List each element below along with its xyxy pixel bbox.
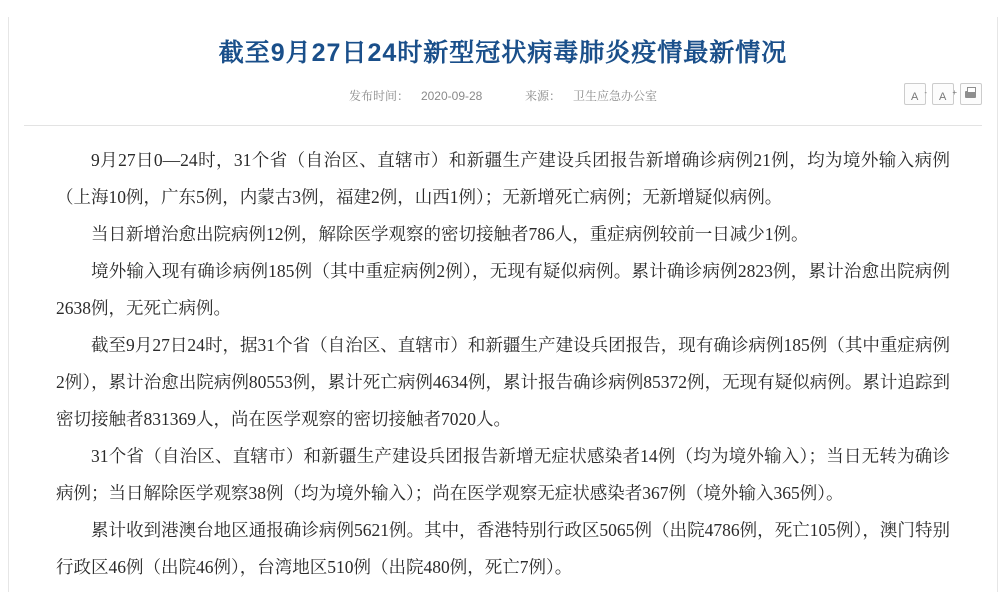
- paragraph: 当日新增治愈出院病例12例，解除医学观察的密切接触者786人，重症病例较前一日减少1例。: [91, 224, 809, 245]
- increase-font-button[interactable]: [932, 83, 958, 105]
- decrease-font-label: A: [911, 90, 919, 103]
- print-icon[interactable]: [960, 83, 982, 105]
- source-label: 来源：: [525, 89, 562, 104]
- increase-font-sign: +: [952, 88, 958, 98]
- paragraph: 境外输入现有确诊病例185例（其中重症病例2例），无现有疑似病例。累计确诊病例2823例，累计治愈出院病例2638例，无死亡病例。: [56, 261, 950, 319]
- article-body: [0, 126, 1006, 586]
- paragraph: 9月27日0—24时，31个省（自治区、直辖市）和新疆生产建设兵团报告新增确诊病例21例，均为境外输入病例（上海10例，广东5例，内蒙古3例，福建2例，山西1例）；无新增死亡病例；无新增疑似病例。: [56, 150, 950, 208]
- paragraph: 累计收到港澳台地区通报确诊病例5621例。其中，香港特别行政区5065例（出院4786例，死亡105例），澳门特别行政区46例（出院46例），台湾地区510例（出院480例，死亡7例）。: [56, 520, 950, 578]
- page-title: 截至9月27日24时新型冠状病毒肺炎疫情最新情况: [218, 38, 788, 67]
- document-page: [0, 17, 1006, 592]
- article-meta: [0, 87, 1006, 111]
- publish-time-value: 2020-09-28: [420, 89, 483, 104]
- increase-font-label: A: [939, 90, 947, 103]
- source-value: 卫生应急办公室: [573, 89, 658, 104]
- article-toolbar: [904, 83, 982, 105]
- paragraph: 31个省（自治区、直辖市）和新疆生产建设兵团报告新增无症状感染者14例（均为境外输入）；当日无转为确诊病例；当日解除医学观察38例（均为境外输入）；尚在医学观察无症状感染者367例（境外输入365例）。: [56, 446, 950, 504]
- decrease-font-button[interactable]: [904, 83, 926, 105]
- publish-time-label: 发布时间：: [348, 89, 409, 104]
- decrease-font-sign: -: [924, 88, 928, 98]
- paragraph: 截至9月27日24时，据31个省（自治区、直辖市）和新疆生产建设兵团报告，现有确诊病例185例（其中重症病例2例），累计治愈出院病例80553例，累计死亡病例4634例，累计报告确诊病例85372例，无现有疑似病例。累计追踪到密切接触者831369人，尚在医学观察的密切接触者7020人。: [56, 335, 950, 430]
